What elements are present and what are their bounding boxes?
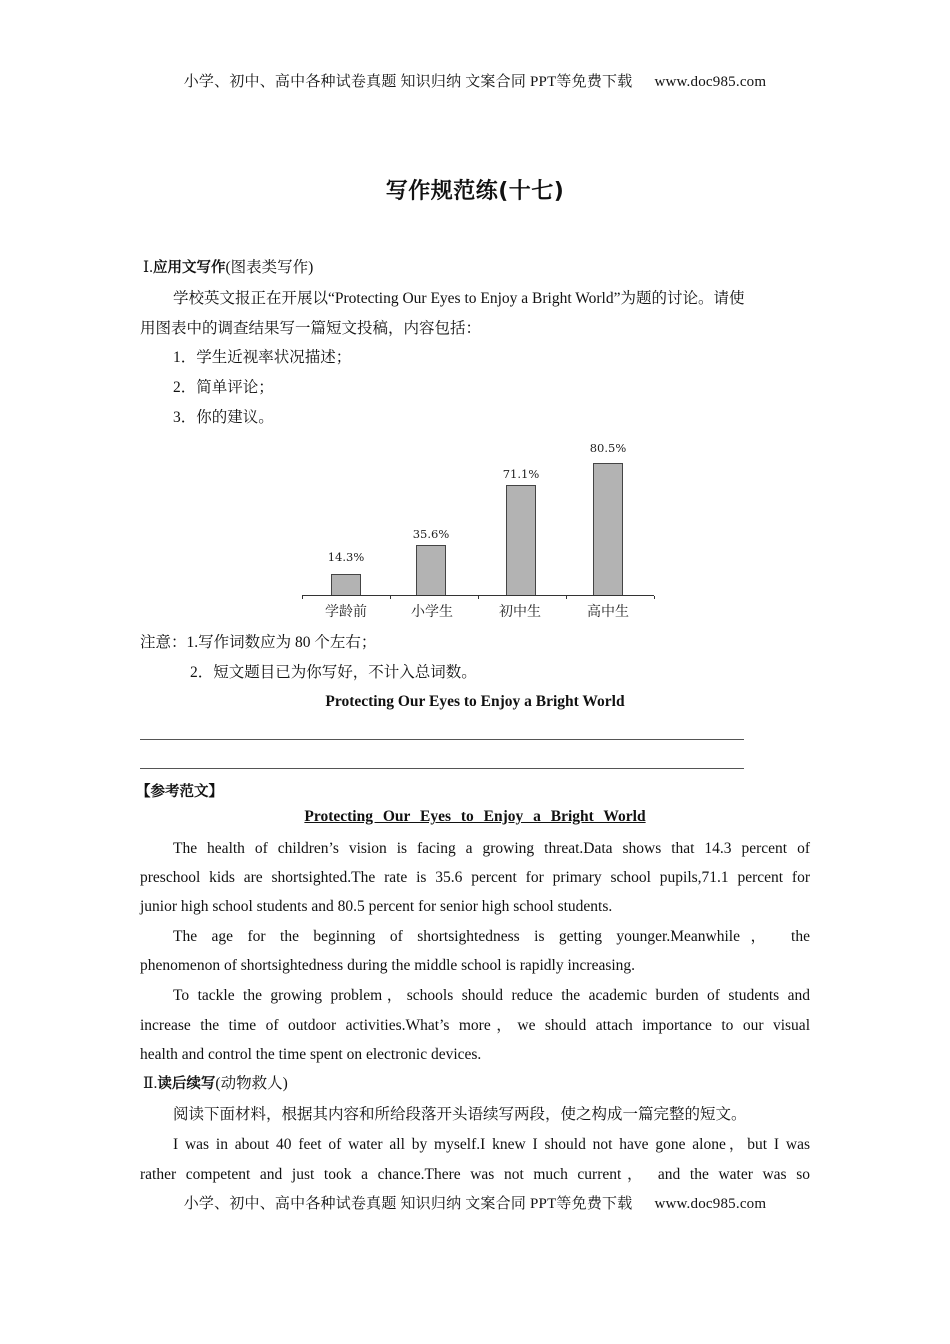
answer-line-1[interactable] <box>140 739 744 740</box>
bar-preschool <box>331 574 361 596</box>
header-banner: 小学、初中、高中各种试卷真题 知识归纳 文案合同 PPT等免费下载 <box>183 74 633 90</box>
requirement-item-1: 1．学生近视率状况描述； <box>173 349 352 366</box>
reference-title-text: Protecting Our Eyes to Enjoy a Bright World <box>304 808 646 825</box>
footer-site-link[interactable]: www.doc985.com <box>654 1196 767 1212</box>
bar-value-label: 14.3% <box>327 550 365 564</box>
section-1-subtitle: (图表类写作) <box>225 259 314 276</box>
reference-p2-line-1: The age for the beginning of shortsightedness is getting younger.Meanwhile， the <box>173 928 810 945</box>
axis-tick <box>566 596 567 599</box>
axis-tick <box>478 596 479 599</box>
category-label: 小学生 <box>411 604 453 620</box>
page-title: 写作规范练(十七) <box>385 179 565 204</box>
category-label: 高中生 <box>587 604 629 620</box>
section-1-numeral: Ⅰ. <box>143 259 153 276</box>
section-2-subtitle: (动物救人) <box>215 1075 288 1092</box>
reference-p3-line-2: increase the time of outdoor activities.What’s more，we should attach importance to our visual <box>140 1017 810 1034</box>
bar-senior-high <box>593 463 623 596</box>
bar-primary <box>416 545 446 596</box>
bar-value-label: 80.5% <box>589 441 627 455</box>
reference-p1-line-2: preschool kids are shortsighted.The rate is 35.6 percent for primary school pupils,71.1 percent for <box>140 869 810 886</box>
section-2-instruction: 阅读下面材料，根据其内容和所给段落开头语续写两段，使之构成一篇完整的短文。 <box>173 1106 747 1123</box>
section-2-title: 读后续写 <box>157 1076 216 1092</box>
axis-tick <box>302 596 303 599</box>
requirement-item-3: 3．你的建议。 <box>173 409 274 426</box>
section-2-heading <box>143 1074 813 1094</box>
myopia-bar-chart <box>300 438 660 623</box>
bar-junior-high <box>506 485 536 596</box>
reference-p1-line-1: The health of children’s vision is facing a growing threat.Data shows that 14.3 percent of <box>173 840 810 857</box>
passage-line-1: I was in about 40 feet of water all by myself.I knew I should not have gone alone，but I was <box>173 1136 810 1153</box>
reference-label: 【参考范文】 <box>136 784 223 800</box>
category-label: 初中生 <box>499 604 541 620</box>
page-header <box>0 70 950 91</box>
header-site-link[interactable]: www.doc985.com <box>654 74 767 90</box>
section-1-title: 应用文写作 <box>153 260 226 276</box>
reference-title <box>0 808 950 826</box>
reference-p3-line-3: health and control the time spent on electronic devices. <box>140 1046 482 1063</box>
bar-value-label: 35.6% <box>412 527 450 541</box>
page-footer <box>0 1192 950 1213</box>
note-line-2: 2．短文题目已为你写好，不计入总词数。 <box>190 664 477 681</box>
requirement-item-2: 2．简单评论； <box>173 379 274 396</box>
bar-value-label: 71.1% <box>502 467 540 481</box>
essay-title: Protecting Our Eyes to Enjoy a Bright World <box>325 693 625 710</box>
note-line-1: 注意：1.写作词数应为 80 个左右； <box>140 634 377 651</box>
section-1-heading <box>143 258 813 278</box>
answer-line-2[interactable] <box>140 768 744 769</box>
axis-tick <box>654 596 655 599</box>
section-2-numeral: Ⅱ. <box>143 1075 158 1092</box>
passage-line-2: rather competent and just took a chance.There was not much current， and the water was so <box>140 1166 810 1183</box>
prompt-line-1: 学校英文报正在开展以“Protecting Our Eyes to Enjoy a Bright World”为题的讨论。请使 <box>173 290 745 307</box>
category-label: 学龄前 <box>325 604 367 620</box>
reference-p3-line-1: To tackle the growing problem，schools should reduce the academic burden of students and <box>173 987 810 1004</box>
footer-banner: 小学、初中、高中各种试卷真题 知识归纳 文案合同 PPT等免费下载 <box>183 1196 633 1212</box>
prompt-line-2: 用图表中的调查结果写一篇短文投稿，内容包括： <box>140 320 482 337</box>
axis-tick <box>390 596 391 599</box>
reference-p1-line-3: junior high school students and 80.5 percent for senior high school students. <box>140 898 613 915</box>
reference-p2-line-2: phenomenon of shortsightedness during the middle school is rapidly increasing. <box>140 957 636 974</box>
